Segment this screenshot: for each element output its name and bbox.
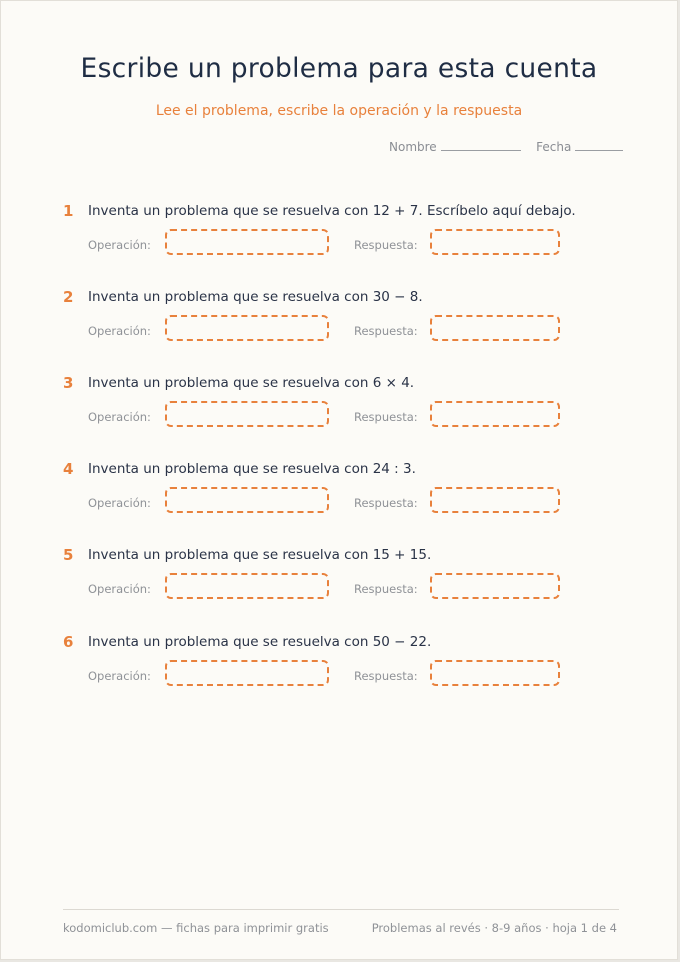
answer-box[interactable] <box>430 660 560 686</box>
answer-box[interactable] <box>430 401 560 427</box>
problem-question: Inventa un problema que se resuelva con 6 × 4. <box>88 375 415 391</box>
answer-box[interactable] <box>430 573 560 599</box>
answer-box[interactable] <box>430 229 560 255</box>
answer-row <box>63 315 623 345</box>
answer-box[interactable] <box>430 487 560 513</box>
answer-row <box>63 401 623 431</box>
answer-row <box>63 487 623 517</box>
operation-label: Operación: <box>88 669 151 683</box>
operation-box[interactable] <box>165 573 329 599</box>
operation-label: Operación: <box>88 324 151 338</box>
operation-label: Operación: <box>88 582 151 596</box>
answer-row <box>63 573 623 603</box>
name-date-line <box>389 140 623 154</box>
operation-box[interactable] <box>165 660 329 686</box>
footer-divider <box>63 909 619 910</box>
operation-box[interactable] <box>165 229 329 255</box>
operation-box[interactable] <box>165 487 329 513</box>
date-label: Fecha <box>536 140 572 154</box>
name-blank[interactable] <box>441 140 521 151</box>
answer-box[interactable] <box>430 315 560 341</box>
page-subtitle: Lee el problema, escribe la operación y la respuesta <box>155 103 523 119</box>
answer-label: Respuesta: <box>354 669 418 683</box>
problem-question: Inventa un problema que se resuelva con 30 − 8. <box>88 289 423 305</box>
operation-box[interactable] <box>165 401 329 427</box>
footer-page-info: Problemas al revés · 8-9 años · hoja 1 de 4 <box>371 921 617 935</box>
answer-row <box>63 660 623 690</box>
date-blank[interactable] <box>575 140 623 151</box>
problem-number: 2 <box>63 288 74 306</box>
answer-label: Respuesta: <box>354 324 418 338</box>
problem-number: 4 <box>63 460 74 478</box>
problem-question: Inventa un problema que se resuelva con 12 + 7. Escríbelo aquí debajo. <box>88 203 576 219</box>
page-title: Escribe un problema para esta cuenta <box>80 53 598 84</box>
answer-label: Respuesta: <box>354 238 418 252</box>
problem-number: 5 <box>63 546 74 564</box>
problem-question: Inventa un problema que se resuelva con 50 − 22. <box>88 634 432 650</box>
footer-site: kodomiclub.com — fichas para imprimir gratis <box>63 921 329 935</box>
operation-label: Operación: <box>88 496 151 510</box>
answer-row <box>63 229 623 259</box>
operation-box[interactable] <box>165 315 329 341</box>
operation-label: Operación: <box>88 410 151 424</box>
answer-label: Respuesta: <box>354 582 418 596</box>
name-label: Nombre <box>389 140 437 154</box>
problem-number: 3 <box>63 374 74 392</box>
problem-question: Inventa un problema que se resuelva con 15 + 15. <box>88 547 432 563</box>
problem-number: 6 <box>63 633 74 651</box>
problem-number: 1 <box>63 202 74 220</box>
operation-label: Operación: <box>88 238 151 252</box>
answer-label: Respuesta: <box>354 410 418 424</box>
answer-label: Respuesta: <box>354 496 418 510</box>
problem-question: Inventa un problema que se resuelva con 24 : 3. <box>88 461 416 477</box>
